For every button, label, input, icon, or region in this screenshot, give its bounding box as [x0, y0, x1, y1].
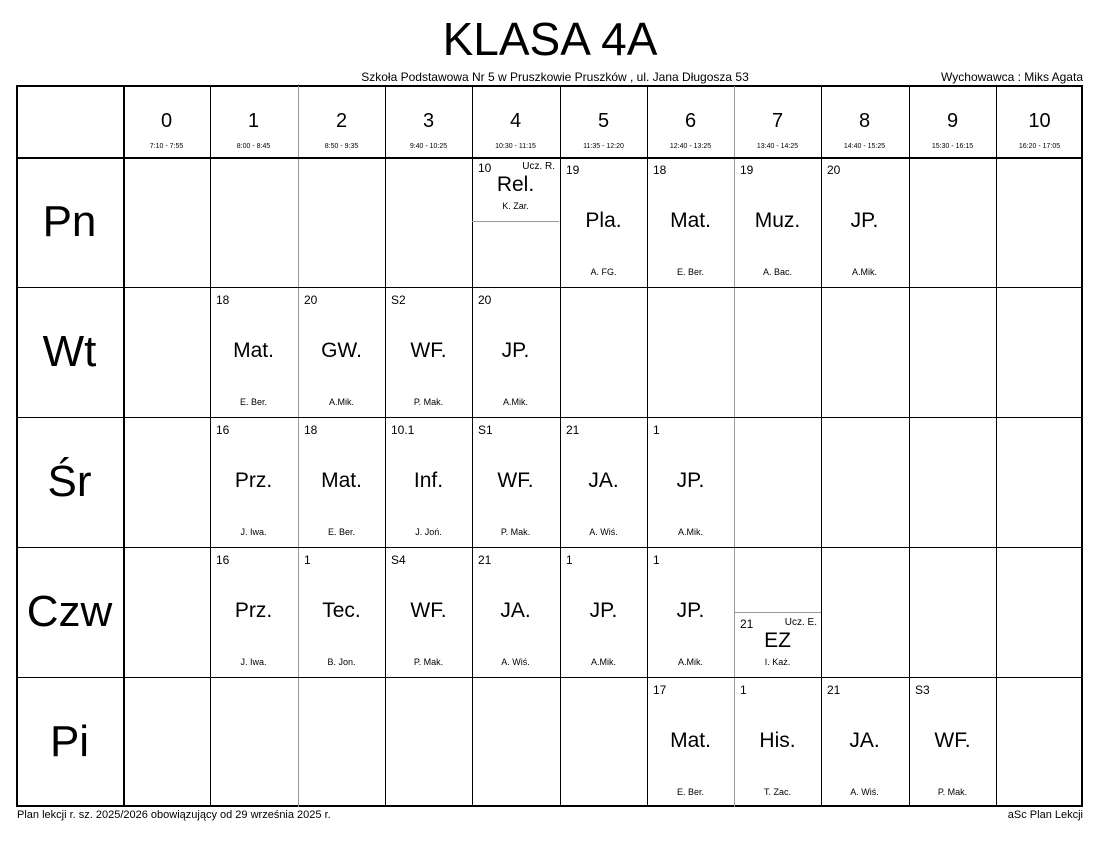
column-divider — [996, 86, 997, 807]
lesson-subject: Tec. — [322, 599, 361, 622]
lesson-teacher: P. Mak. — [413, 657, 444, 667]
period-number: 6 — [684, 110, 697, 132]
lesson-room: S4 — [391, 553, 406, 567]
period-number: 3 — [422, 110, 435, 132]
lesson-cell — [210, 547, 297, 677]
lesson-cell — [734, 157, 821, 287]
lesson-teacher: A.Mik. — [502, 397, 528, 407]
lesson-cell — [210, 417, 297, 547]
lesson-cell — [647, 547, 734, 677]
lesson-cell — [734, 612, 821, 677]
class-tutor: Wychowawca : Miks Agata — [941, 70, 1083, 84]
lesson-subject: Mat. — [670, 209, 711, 232]
lesson-subject: Muz. — [754, 209, 801, 232]
lesson-subject: Inf. — [413, 469, 444, 492]
lesson-teacher: K. Zar. — [502, 201, 529, 211]
period-time: 16:20 - 17:05 — [1018, 143, 1061, 150]
lesson-teacher: A.Mik. — [677, 657, 703, 667]
lesson-teacher: A. Bac. — [762, 267, 792, 277]
lesson-cell — [647, 677, 734, 807]
lesson-cell — [385, 547, 472, 677]
lesson-room: 18 — [304, 423, 318, 437]
period-number: 0 — [160, 110, 173, 132]
lesson-room: 16 — [216, 423, 230, 437]
lesson-subject: JA. — [588, 469, 619, 492]
period-header — [123, 86, 210, 150]
lesson-room: 21 — [478, 553, 492, 567]
period-header — [210, 86, 297, 150]
lesson-subject: JP. — [589, 599, 618, 622]
period-header — [647, 86, 734, 150]
lesson-teacher: A.Mik. — [590, 657, 616, 667]
lesson-room: 1 — [304, 553, 311, 567]
school-name: Szkoła Podstawowa Nr 5 w Pruszkowie Pruszków , ul. Jana Długosza 53 — [361, 70, 749, 84]
period-time: 11:35 - 12:20 — [583, 143, 624, 150]
lesson-subject: WF. — [497, 469, 534, 492]
lesson-room: 20 — [827, 163, 841, 177]
period-time: 10:30 - 11:15 — [495, 143, 536, 150]
period-header — [909, 86, 996, 150]
lesson-room: 1 — [653, 553, 660, 567]
lesson-cell — [821, 677, 908, 807]
lesson-room: 19 — [740, 163, 754, 177]
lesson-subject: His. — [759, 729, 796, 752]
lesson-room: 10 — [478, 161, 492, 175]
lesson-subject: Mat. — [670, 729, 711, 752]
period-header — [385, 86, 472, 150]
lesson-group: Ucz. R. — [522, 161, 555, 172]
period-header — [734, 86, 821, 150]
lesson-teacher: E. Ber. — [676, 267, 704, 277]
lesson-teacher: A.Mik. — [328, 397, 354, 407]
period-number: 4 — [509, 110, 522, 132]
lesson-room: 21 — [827, 683, 841, 697]
lesson-teacher: A. Wiś. — [501, 657, 530, 667]
lesson-teacher: P. Mak. — [937, 787, 968, 797]
lesson-room: 18 — [216, 293, 230, 307]
lesson-cell — [909, 677, 996, 807]
lesson-subject: GW. — [321, 339, 362, 362]
lesson-teacher: T. Zac. — [763, 787, 791, 797]
lesson-subject: JA. — [500, 599, 531, 622]
lesson-subject: Prz. — [234, 599, 273, 622]
period-time: 14:40 - 15:25 — [843, 143, 886, 150]
lesson-subject: Prz. — [234, 469, 273, 492]
lesson-subject: WF. — [410, 599, 447, 622]
lesson-teacher: A. Wiś. — [589, 527, 618, 537]
lesson-teacher: B. Jon. — [327, 657, 356, 667]
period-time: 12:40 - 13:25 — [669, 143, 712, 150]
lesson-teacher: A. FG. — [590, 267, 617, 277]
lesson-subject: JP. — [850, 209, 879, 232]
class-title: KLASA 4A — [442, 13, 658, 65]
lesson-cell — [560, 157, 647, 287]
lesson-teacher: I. Każ. — [764, 657, 791, 667]
lesson-teacher: A. Wiś. — [850, 787, 879, 797]
lesson-subject: WF. — [934, 729, 971, 752]
period-number: 5 — [597, 110, 610, 132]
period-time: 15:30 - 16:15 — [931, 143, 974, 150]
period-header — [472, 86, 559, 150]
lesson-cell — [472, 417, 559, 547]
lesson-room: 1 — [740, 683, 747, 697]
day-column-divider — [123, 86, 125, 807]
lesson-room: 17 — [653, 683, 667, 697]
period-number: 8 — [858, 110, 871, 132]
lesson-room: 18 — [653, 163, 667, 177]
lesson-cell — [385, 417, 472, 547]
period-number: 7 — [771, 110, 784, 132]
lesson-room: 1 — [566, 553, 573, 567]
day-label: Pn — [42, 197, 97, 246]
period-time: 8:50 - 9:35 — [324, 143, 359, 150]
lesson-room: 20 — [304, 293, 318, 307]
period-time: 9:40 - 10:25 — [409, 143, 448, 150]
footer-app: aSc Plan Lekcji — [1007, 809, 1083, 821]
lesson-teacher: E. Ber. — [676, 787, 704, 797]
lesson-cell — [472, 287, 559, 417]
footer-validity: Plan lekcji r. sz. 2025/2026 obowiązujący od 29 września 2025 r. — [17, 809, 331, 821]
period-number: 10 — [1028, 110, 1051, 132]
period-header — [298, 86, 385, 150]
period-time: 7:10 - 7:55 — [149, 143, 184, 150]
day-label: Czw — [26, 587, 113, 636]
lesson-teacher: J. Iwa. — [240, 657, 267, 667]
period-header — [821, 86, 908, 150]
lesson-room: 21 — [566, 423, 580, 437]
lesson-teacher: A.Mik. — [851, 267, 877, 277]
lesson-subject: Mat. — [233, 339, 274, 362]
lesson-cell — [560, 547, 647, 677]
lesson-teacher: J. Joń. — [415, 527, 442, 537]
lesson-teacher: J. Iwa. — [240, 527, 267, 537]
lesson-cell — [298, 417, 385, 547]
day-label: Wt — [42, 327, 97, 376]
lesson-cell — [385, 287, 472, 417]
lesson-group: Ucz. E. — [784, 617, 817, 628]
lesson-room: 10.1 — [391, 423, 415, 437]
lesson-teacher: P. Mak. — [413, 397, 444, 407]
period-number: 2 — [335, 110, 348, 132]
lesson-cell — [472, 157, 559, 222]
lesson-cell — [647, 417, 734, 547]
lesson-room: 21 — [740, 617, 754, 631]
lesson-teacher: E. Ber. — [239, 397, 267, 407]
lesson-teacher: A.Mik. — [677, 527, 703, 537]
lesson-cell — [821, 157, 908, 287]
lesson-teacher: E. Ber. — [327, 527, 355, 537]
lesson-subject: WF. — [410, 339, 447, 362]
lesson-room: S2 — [391, 293, 406, 307]
lesson-subject: Pla. — [585, 209, 622, 232]
period-time: 13:40 - 14:25 — [756, 143, 799, 150]
lesson-teacher: P. Mak. — [500, 527, 531, 537]
lesson-room: S3 — [915, 683, 930, 697]
lesson-cell — [298, 287, 385, 417]
lesson-subject: JP. — [501, 339, 530, 362]
lesson-room: 1 — [653, 423, 660, 437]
lesson-subject: JP. — [676, 469, 705, 492]
day-label: Śr — [47, 457, 92, 506]
lesson-cell — [298, 547, 385, 677]
lesson-subject: EZ — [764, 629, 791, 652]
lesson-subject: Mat. — [321, 469, 362, 492]
period-number: 1 — [247, 110, 260, 132]
lesson-subject: Rel. — [496, 173, 535, 196]
lesson-cell — [734, 677, 821, 807]
period-time: 8:00 - 8:45 — [236, 143, 271, 150]
lesson-subject: JA. — [849, 729, 880, 752]
lesson-cell — [210, 287, 297, 417]
lesson-cell — [560, 417, 647, 547]
period-number: 9 — [946, 110, 959, 132]
lesson-cell — [647, 157, 734, 287]
lesson-room: 20 — [478, 293, 492, 307]
period-header — [560, 86, 647, 150]
lesson-cell — [472, 547, 559, 677]
lesson-room: S1 — [478, 423, 493, 437]
period-header — [996, 86, 1083, 150]
day-label: Pi — [49, 717, 90, 766]
lesson-room: 16 — [216, 553, 230, 567]
lesson-subject: JP. — [676, 599, 705, 622]
lesson-room: 19 — [566, 163, 580, 177]
